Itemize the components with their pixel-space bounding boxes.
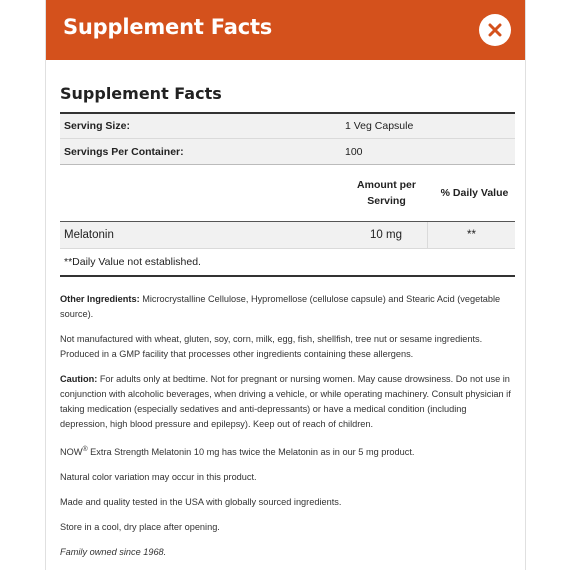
strength-statement: NOW® Extra Strength Melatonin 10 mg has twice the Melatonin as in our 5 mg product. [60, 446, 415, 458]
allergen-statement: Not manufactured with wheat, gluten, soy, corn, milk, egg, fish, shellfish, tree nut or sesame ingredients. Produced in a GMP facility that processes other ingredients containing these allergens. [60, 334, 483, 359]
storage-note: Store in a cool, dry place after opening. [60, 522, 220, 533]
modal-content [60, 80, 515, 570]
serving-size-row [60, 114, 515, 139]
supplement-facts-modal [45, 0, 526, 570]
nutrient-name: Melatonin [64, 229, 114, 241]
servings-per-container-row [60, 139, 515, 164]
servings-per-container-label: Servings Per Container: [64, 145, 184, 158]
amount-per-serving-header: Amount per Serving [357, 179, 416, 207]
supplement-facts-table [60, 112, 515, 277]
daily-value-footnote: **Daily Value not established. [64, 256, 201, 268]
servings-per-container-value: 100 [345, 145, 363, 158]
caution-statement: Caution: For adults only at bedtime. Not for pregnant or nursing women. May cause drowsiness. Do not use in conjunction with alcoholic beverages, when driving a vehicle, or while operating machinery. Consult physician if taking medication (especially sedatives and anti-depressants) or have a medical condition (including depression, high blood pressure and epilepsy). Keep out of reach of children. [60, 374, 511, 429]
table-row [60, 222, 515, 249]
modal-header [46, 0, 525, 60]
made-in-usa-note: Made and quality tested in the USA with globally sourced ingredients. [60, 497, 342, 508]
other-ingredients: Other Ingredients: Microcrystalline Cellulose, Hypromellose (cellulose capsule) and Stearic Acid (vegetable source). [60, 294, 501, 319]
family-owned-note: Family owned since 1968. [60, 547, 167, 558]
modal-title: Supplement Facts [63, 15, 273, 39]
product-info [60, 292, 515, 560]
table-header-row [60, 164, 515, 222]
serving-size-label: Serving Size: [64, 120, 130, 132]
facts-title: Supplement Facts [60, 84, 222, 103]
close-button[interactable] [479, 14, 511, 46]
close-icon [488, 23, 502, 37]
serving-size-value: 1 Veg Capsule [345, 120, 414, 132]
nutrient-amount: 10 mg [345, 222, 428, 249]
color-variation-note: Natural color variation may occur in this product. [60, 472, 257, 483]
nutrient-daily-value: ** [467, 229, 476, 241]
daily-value-header: % Daily Value [440, 187, 509, 199]
